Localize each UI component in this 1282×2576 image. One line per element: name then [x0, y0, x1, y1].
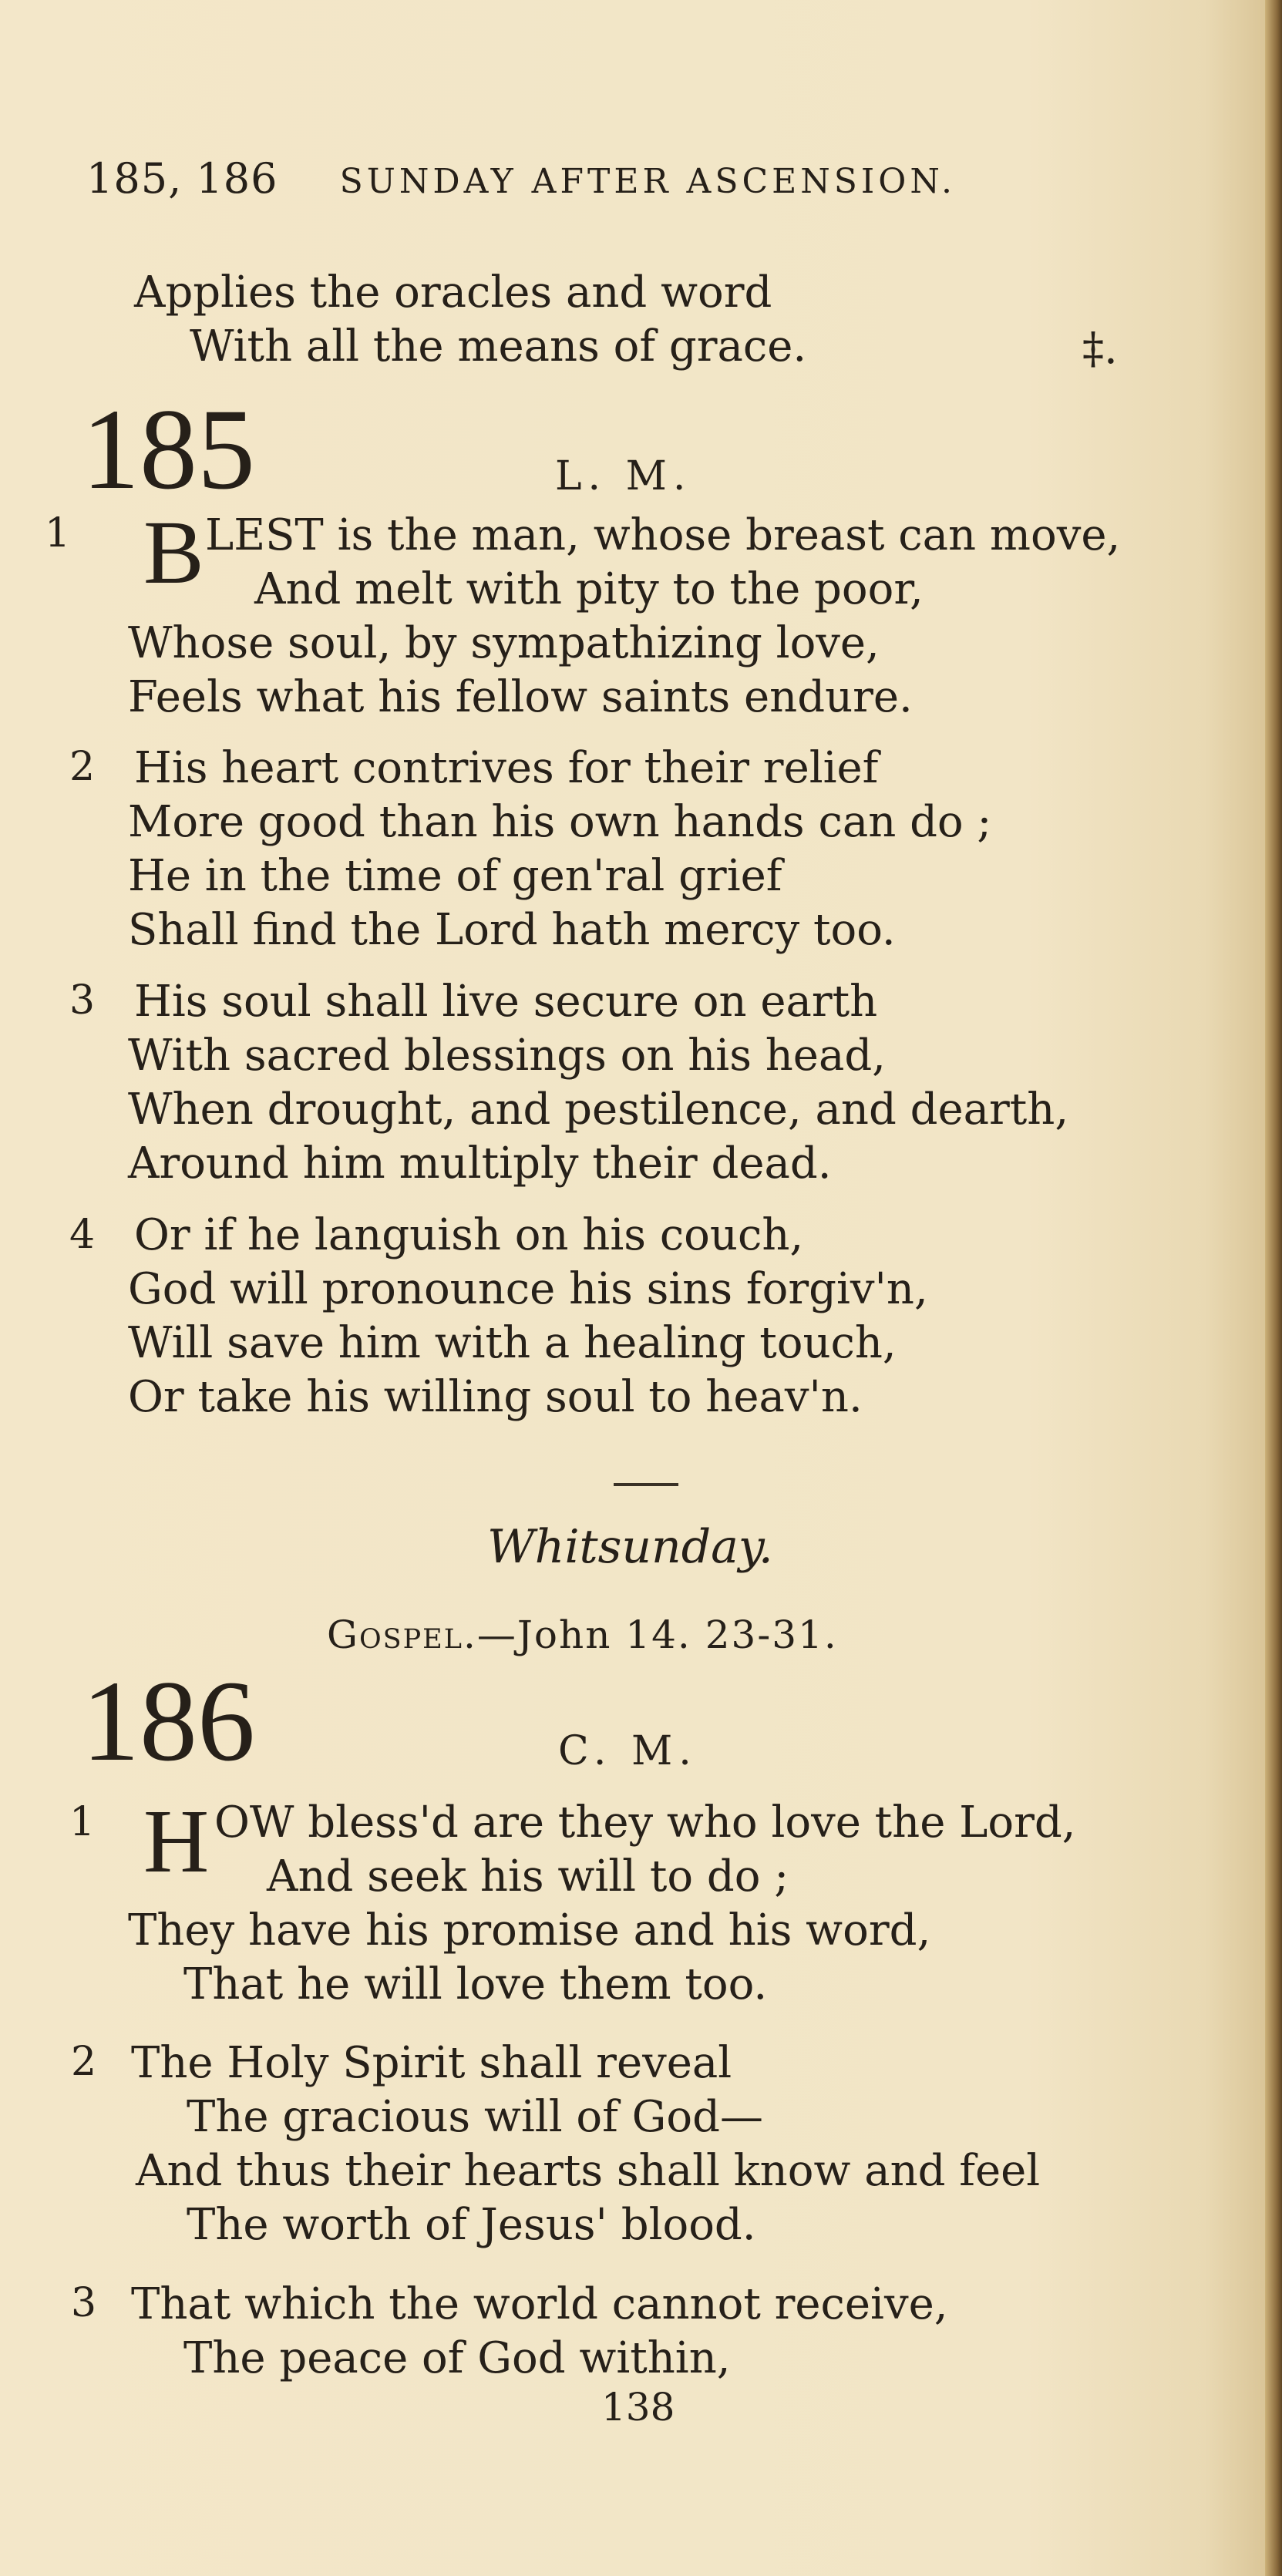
- verse-line: His soul shall live secure on earth: [134, 977, 878, 1027]
- gospel-label: Gospel.: [327, 1613, 477, 1657]
- verse-line: Or take his willing soul to heav'n.: [128, 1372, 863, 1422]
- drop-cap: H: [143, 1791, 210, 1892]
- hymn-186-meter: C. M.: [558, 1728, 698, 1774]
- stanza-number: 1: [69, 1799, 96, 1845]
- carryover-line-1: Applies the oracles and word: [134, 267, 772, 318]
- stanza-number: 3: [69, 977, 96, 1024]
- header-page-range: 185, 186: [86, 154, 278, 203]
- verse-mark: ‡.: [1082, 324, 1118, 374]
- verse-line: And melt with pity to the poor,: [254, 564, 924, 614]
- hymn-185-number: 185: [82, 385, 255, 513]
- verse-line: And seek his will to do ;: [267, 1851, 789, 1902]
- stanza-number: 4: [69, 1212, 96, 1258]
- stanza-number: 2: [71, 2039, 97, 2085]
- hymn-186-number: 186: [82, 1657, 255, 1785]
- verse-line: The peace of God within,: [183, 2333, 731, 2383]
- stanza-number: 1: [45, 510, 71, 557]
- verse-line: LEST is the man, whose breast can move,: [205, 510, 1121, 560]
- verse-line: That he will love them too.: [183, 1959, 768, 2009]
- verse-line: Feels what his fellow saints endure.: [128, 672, 913, 722]
- verse-line: OW bless'd are they who love the Lord,: [214, 1797, 1076, 1848]
- verse-line: His heart contrives for their relief: [134, 743, 879, 793]
- stanza-number: 2: [69, 744, 96, 790]
- hymn-185-meter: L. M.: [555, 453, 692, 499]
- verse-line: The Holy Spirit shall reveal: [131, 2038, 732, 2088]
- verse-line: That which the world cannot receive,: [131, 2279, 948, 2329]
- carryover-line-2: With all the means of grace.: [190, 321, 807, 372]
- drop-cap: B: [143, 502, 204, 603]
- verse-line: The gracious will of God—: [187, 2092, 763, 2142]
- verse-line: The worth of Jesus' blood.: [187, 2200, 756, 2250]
- stanza-number: 3: [71, 2280, 97, 2326]
- page-edge: [1265, 0, 1282, 2576]
- verse-line: Or if he languish on his couch,: [134, 1210, 804, 1260]
- verse-line: Around him multiply their dead.: [128, 1138, 832, 1189]
- verse-line: God will pronounce his sins forgiv'n,: [128, 1264, 928, 1314]
- header-title: SUNDAY AFTER ASCENSION.: [339, 162, 957, 201]
- verse-line: They have his promise and his word,: [128, 1905, 931, 1956]
- verse-line: Will save him with a healing touch,: [128, 1318, 897, 1368]
- gospel-citation: —John 14. 23-31.: [476, 1613, 838, 1657]
- verse-line: With sacred blessings on his head,: [128, 1031, 886, 1081]
- verse-line: Whose soul, by sympathizing love,: [128, 618, 880, 668]
- verse-line: When drought, and pestilence, and dearth,: [128, 1085, 1069, 1135]
- verse-line: And thus their hearts shall know and feel: [136, 2146, 1041, 2196]
- running-header: [86, 154, 956, 203]
- verse-line: Shall find the Lord hath mercy too.: [128, 905, 896, 955]
- page-number: 138: [601, 2385, 675, 2430]
- gospel-reference: [327, 1613, 838, 1657]
- verse-line: More good than his own hands can do ;: [128, 797, 992, 847]
- verse-line: He in the time of gen'ral grief: [128, 851, 782, 901]
- section-divider: [614, 1483, 678, 1486]
- occasion-title: Whitsunday.: [487, 1520, 773, 1574]
